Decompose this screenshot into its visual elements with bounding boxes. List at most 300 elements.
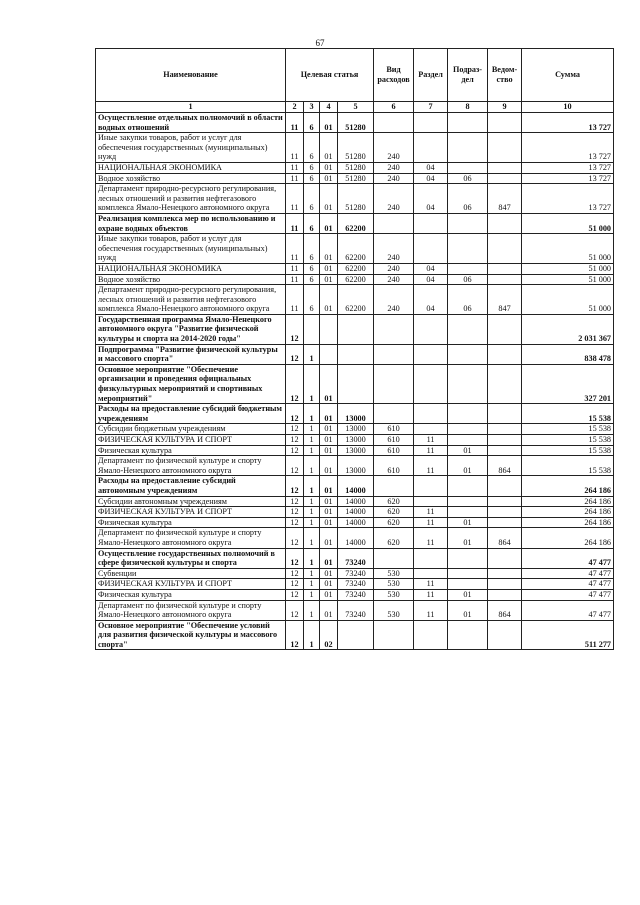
section — [414, 476, 448, 496]
table-row — [96, 113, 614, 133]
expense-type — [374, 344, 414, 364]
target-code-1: 12 — [286, 620, 304, 650]
table-row — [96, 568, 614, 579]
expense-type: 610 — [374, 435, 414, 446]
section — [414, 113, 448, 133]
target-code-3: 01 — [320, 568, 338, 579]
target-code-1: 12 — [286, 496, 304, 507]
subsection — [448, 579, 488, 590]
section — [414, 314, 448, 344]
section — [414, 213, 448, 233]
section: 11 — [414, 600, 448, 620]
row-name: Осуществление отдельных полномочий в области водных отношений — [96, 113, 286, 133]
row-name: ФИЗИЧЕСКАЯ КУЛЬТУРА И СПОРТ — [96, 507, 286, 518]
target-code-1: 11 — [286, 173, 304, 184]
row-sum: 13 727 — [522, 113, 614, 133]
column-number: 1 — [96, 102, 286, 113]
target-code-4 — [338, 344, 374, 364]
expense-type: 620 — [374, 507, 414, 518]
subsection — [448, 344, 488, 364]
table-row — [96, 476, 614, 496]
target-code-4: 13000 — [338, 456, 374, 476]
subsection: 01 — [448, 600, 488, 620]
target-code-4: 73240 — [338, 568, 374, 579]
target-code-1: 11 — [286, 234, 304, 264]
section: 11 — [414, 517, 448, 528]
table-row — [96, 589, 614, 600]
department — [488, 589, 522, 600]
row-name: ФИЗИЧЕСКАЯ КУЛЬТУРА И СПОРТ — [96, 435, 286, 446]
row-name: Субсидии автономным учреждениям — [96, 496, 286, 507]
row-sum: 51 000 — [522, 285, 614, 315]
target-code-1: 11 — [286, 184, 304, 214]
column-number: 6 — [374, 102, 414, 113]
row-sum: 13 727 — [522, 162, 614, 173]
table-row — [96, 173, 614, 184]
target-code-1: 11 — [286, 263, 304, 274]
target-code-3: 01 — [320, 133, 338, 163]
row-sum: 13 727 — [522, 133, 614, 163]
target-code-2 — [304, 314, 320, 344]
table-row — [96, 620, 614, 650]
subsection: 06 — [448, 285, 488, 315]
target-code-4: 62200 — [338, 274, 374, 285]
department: 864 — [488, 600, 522, 620]
target-code-1: 12 — [286, 314, 304, 344]
row-name: Основное мероприятие "Обеспечение организации и проведения официальных физкультурных мероприятий и спортивных мероприятий" — [96, 364, 286, 403]
column-number: 5 — [338, 102, 374, 113]
target-code-3: 01 — [320, 548, 338, 568]
target-code-3: 01 — [320, 404, 338, 424]
table-row — [96, 234, 614, 264]
expense-type: 530 — [374, 589, 414, 600]
column-number: 8 — [448, 102, 488, 113]
row-sum: 264 186 — [522, 507, 614, 518]
expense-type: 620 — [374, 517, 414, 528]
section — [414, 496, 448, 507]
target-code-1: 12 — [286, 548, 304, 568]
row-name: Департамент по физической культуре и спорту Ямало-Ненецкого автономного округа — [96, 600, 286, 620]
target-code-4 — [338, 314, 374, 344]
subsection — [448, 496, 488, 507]
section: 04 — [414, 162, 448, 173]
expense-type: 240 — [374, 184, 414, 214]
column-number: 7 — [414, 102, 448, 113]
row-sum: 2 031 367 — [522, 314, 614, 344]
table-row — [96, 528, 614, 548]
target-code-2: 6 — [304, 173, 320, 184]
row-name: Субсидии бюджетным учреждениям — [96, 424, 286, 435]
section — [414, 404, 448, 424]
target-code-2: 1 — [304, 600, 320, 620]
department — [488, 213, 522, 233]
target-code-1: 11 — [286, 274, 304, 285]
target-code-1: 12 — [286, 445, 304, 456]
expense-type — [374, 364, 414, 403]
row-sum: 51 000 — [522, 213, 614, 233]
expense-type — [374, 113, 414, 133]
expense-type: 240 — [374, 274, 414, 285]
target-code-1: 12 — [286, 507, 304, 518]
header-subsection: Подраз-дел — [448, 49, 488, 102]
table-row — [96, 274, 614, 285]
expense-type — [374, 404, 414, 424]
target-code-2: 1 — [304, 568, 320, 579]
target-code-2: 1 — [304, 496, 320, 507]
department — [488, 476, 522, 496]
subsection — [448, 213, 488, 233]
target-code-1: 12 — [286, 435, 304, 446]
target-code-3 — [320, 344, 338, 364]
department: 864 — [488, 528, 522, 548]
section: 11 — [414, 528, 448, 548]
target-code-2: 6 — [304, 274, 320, 285]
subsection — [448, 620, 488, 650]
subsection — [448, 234, 488, 264]
row-sum: 13 727 — [522, 173, 614, 184]
section: 04 — [414, 173, 448, 184]
target-code-3: 01 — [320, 445, 338, 456]
target-code-3: 01 — [320, 600, 338, 620]
table-body — [96, 113, 614, 650]
column-number: 3 — [304, 102, 320, 113]
target-code-4: 73240 — [338, 589, 374, 600]
row-name: Субвенции — [96, 568, 286, 579]
target-code-4 — [338, 364, 374, 403]
row-name: Реализация комплекса мер по использованию и охране водных объектов — [96, 213, 286, 233]
row-name: Расходы на предоставление субсидий бюджетным учреждениям — [96, 404, 286, 424]
header-department: Ведом-ство — [488, 49, 522, 102]
subsection: 01 — [448, 445, 488, 456]
target-code-4: 14000 — [338, 496, 374, 507]
department — [488, 445, 522, 456]
table-row — [96, 424, 614, 435]
table-row — [96, 404, 614, 424]
department — [488, 548, 522, 568]
row-name: Расходы на предоставление субсидий автономным учреждениям — [96, 476, 286, 496]
table-row — [96, 184, 614, 214]
section: 04 — [414, 184, 448, 214]
row-name: Водное хозяйство — [96, 274, 286, 285]
target-code-3: 01 — [320, 517, 338, 528]
column-number: 10 — [522, 102, 614, 113]
target-code-4: 51280 — [338, 162, 374, 173]
budget-table — [95, 48, 614, 650]
table-row — [96, 600, 614, 620]
expense-type: 620 — [374, 496, 414, 507]
row-sum: 264 186 — [522, 496, 614, 507]
target-code-2: 6 — [304, 213, 320, 233]
section: 04 — [414, 274, 448, 285]
subsection — [448, 314, 488, 344]
target-code-3: 01 — [320, 364, 338, 403]
target-code-2: 1 — [304, 344, 320, 364]
target-code-3: 01 — [320, 184, 338, 214]
expense-type: 240 — [374, 263, 414, 274]
subsection — [448, 162, 488, 173]
row-sum: 51 000 — [522, 263, 614, 274]
table-row — [96, 579, 614, 590]
target-code-1: 12 — [286, 600, 304, 620]
target-code-4: 73240 — [338, 579, 374, 590]
table-row — [96, 285, 614, 315]
section — [414, 364, 448, 403]
target-code-3: 02 — [320, 620, 338, 650]
row-sum: 51 000 — [522, 234, 614, 264]
row-sum: 15 538 — [522, 404, 614, 424]
expense-type — [374, 314, 414, 344]
row-name: Основное мероприятие "Обеспечение условий для развития физической культуры и массового спорта" — [96, 620, 286, 650]
target-code-2: 1 — [304, 548, 320, 568]
section — [414, 568, 448, 579]
column-number: 2 — [286, 102, 304, 113]
row-sum: 15 538 — [522, 435, 614, 446]
target-code-3: 01 — [320, 424, 338, 435]
expense-type: 240 — [374, 162, 414, 173]
row-name: Государственная программа Ямало-Ненецкого автономного округа "Развитие физической культуры и спорта на 2014-2020 годы" — [96, 314, 286, 344]
section: 11 — [414, 456, 448, 476]
target-code-1: 12 — [286, 344, 304, 364]
target-code-4: 14000 — [338, 507, 374, 518]
section: 11 — [414, 445, 448, 456]
table-row — [96, 548, 614, 568]
target-code-4: 51280 — [338, 184, 374, 214]
department: 847 — [488, 285, 522, 315]
department — [488, 507, 522, 518]
department — [488, 173, 522, 184]
department — [488, 263, 522, 274]
table-row — [96, 162, 614, 173]
row-name: Водное хозяйство — [96, 173, 286, 184]
department — [488, 435, 522, 446]
expense-type: 530 — [374, 600, 414, 620]
page-number: 67 — [315, 38, 325, 48]
target-code-2: 1 — [304, 445, 320, 456]
target-code-2: 6 — [304, 113, 320, 133]
subsection: 01 — [448, 456, 488, 476]
row-sum: 47 477 — [522, 548, 614, 568]
department — [488, 568, 522, 579]
expense-type: 240 — [374, 285, 414, 315]
target-code-3: 01 — [320, 435, 338, 446]
row-name: Осуществление государственных полномочий в сфере физической культуры и спорта — [96, 548, 286, 568]
target-code-2: 1 — [304, 579, 320, 590]
target-code-1: 12 — [286, 589, 304, 600]
target-code-2: 1 — [304, 424, 320, 435]
target-code-4 — [338, 620, 374, 650]
target-code-2: 1 — [304, 517, 320, 528]
target-code-3: 01 — [320, 285, 338, 315]
section — [414, 234, 448, 264]
department — [488, 496, 522, 507]
target-code-4: 13000 — [338, 404, 374, 424]
table-row — [96, 456, 614, 476]
row-sum: 264 186 — [522, 476, 614, 496]
department — [488, 113, 522, 133]
target-code-1: 12 — [286, 424, 304, 435]
subsection — [448, 476, 488, 496]
target-code-1: 12 — [286, 404, 304, 424]
section: 04 — [414, 285, 448, 315]
target-code-2: 1 — [304, 476, 320, 496]
target-code-1: 12 — [286, 528, 304, 548]
target-code-3: 01 — [320, 274, 338, 285]
subsection — [448, 507, 488, 518]
section: 11 — [414, 579, 448, 590]
expense-type: 240 — [374, 234, 414, 264]
target-code-4: 13000 — [338, 445, 374, 456]
department — [488, 424, 522, 435]
target-code-3: 01 — [320, 579, 338, 590]
target-code-1: 11 — [286, 213, 304, 233]
subsection — [448, 404, 488, 424]
target-code-1: 12 — [286, 517, 304, 528]
target-code-4: 13000 — [338, 424, 374, 435]
row-sum: 13 727 — [522, 184, 614, 214]
target-code-2: 6 — [304, 285, 320, 315]
target-code-3: 01 — [320, 589, 338, 600]
expense-type: 240 — [374, 173, 414, 184]
target-code-3: 01 — [320, 213, 338, 233]
department — [488, 274, 522, 285]
table-row — [96, 445, 614, 456]
target-code-1: 11 — [286, 113, 304, 133]
table-header-row — [96, 49, 614, 102]
table-row — [96, 517, 614, 528]
target-code-4: 51280 — [338, 173, 374, 184]
section: 04 — [414, 263, 448, 274]
target-code-2: 6 — [304, 263, 320, 274]
table-row — [96, 213, 614, 233]
department — [488, 314, 522, 344]
row-sum: 51 000 — [522, 274, 614, 285]
target-code-3: 01 — [320, 113, 338, 133]
section — [414, 424, 448, 435]
department — [488, 517, 522, 528]
target-code-4: 14000 — [338, 517, 374, 528]
row-sum: 264 186 — [522, 528, 614, 548]
section: 11 — [414, 435, 448, 446]
expense-type: 530 — [374, 579, 414, 590]
expense-type — [374, 620, 414, 650]
row-sum: 511 277 — [522, 620, 614, 650]
target-code-4: 73240 — [338, 600, 374, 620]
target-code-2: 1 — [304, 507, 320, 518]
target-code-4: 62200 — [338, 213, 374, 233]
target-code-3: 01 — [320, 456, 338, 476]
header-section: Раздел — [414, 49, 448, 102]
row-sum: 327 201 — [522, 364, 614, 403]
row-name: ФИЗИЧЕСКАЯ КУЛЬТУРА И СПОРТ — [96, 579, 286, 590]
target-code-4: 14000 — [338, 476, 374, 496]
row-sum: 15 538 — [522, 445, 614, 456]
table-row — [96, 507, 614, 518]
target-code-2: 1 — [304, 589, 320, 600]
subsection — [448, 435, 488, 446]
table-row — [96, 496, 614, 507]
target-code-4: 13000 — [338, 435, 374, 446]
department — [488, 344, 522, 364]
target-code-2: 1 — [304, 528, 320, 548]
row-name: Физическая культура — [96, 445, 286, 456]
department — [488, 162, 522, 173]
subsection — [448, 364, 488, 403]
table-row — [96, 364, 614, 403]
department — [488, 133, 522, 163]
row-sum: 15 538 — [522, 456, 614, 476]
target-code-2: 6 — [304, 234, 320, 264]
row-sum: 47 477 — [522, 589, 614, 600]
subsection — [448, 548, 488, 568]
target-code-4: 14000 — [338, 528, 374, 548]
row-sum: 15 538 — [522, 424, 614, 435]
column-number: 9 — [488, 102, 522, 113]
header-sum: Сумма — [522, 49, 614, 102]
row-name: НАЦИОНАЛЬНАЯ ЭКОНОМИКА — [96, 263, 286, 274]
header-expense-type: Вид расходов — [374, 49, 414, 102]
expense-type: 240 — [374, 133, 414, 163]
target-code-2: 1 — [304, 456, 320, 476]
subsection: 06 — [448, 184, 488, 214]
target-code-3: 01 — [320, 162, 338, 173]
subsection — [448, 568, 488, 579]
section — [414, 548, 448, 568]
row-name: Иные закупки товаров, работ и услуг для обеспечения государственных (муниципальных) нужд — [96, 133, 286, 163]
target-code-3: 01 — [320, 496, 338, 507]
row-name: Иные закупки товаров, работ и услуг для обеспечения государственных (муниципальных) нужд — [96, 234, 286, 264]
target-code-2: 6 — [304, 162, 320, 173]
target-code-1: 12 — [286, 568, 304, 579]
subsection — [448, 133, 488, 163]
department — [488, 579, 522, 590]
target-code-1: 12 — [286, 476, 304, 496]
header-target: Целевая статья — [286, 49, 374, 102]
row-name: Физическая культура — [96, 517, 286, 528]
table-row — [96, 344, 614, 364]
header-name: Наименование — [96, 49, 286, 102]
section — [414, 133, 448, 163]
department: 847 — [488, 184, 522, 214]
row-name: Подпрограмма "Развитие физической культуры и массового спорта" — [96, 344, 286, 364]
target-code-2: 1 — [304, 364, 320, 403]
row-name: Департамент природно-ресурсного регулирования, лесных отношений и развития нефтегазового комплекса Ямало-Ненецкого автономного округа — [96, 184, 286, 214]
column-number: 4 — [320, 102, 338, 113]
department — [488, 404, 522, 424]
row-name: Физическая культура — [96, 589, 286, 600]
expense-type — [374, 548, 414, 568]
target-code-4: 51280 — [338, 133, 374, 163]
section: 11 — [414, 589, 448, 600]
department — [488, 364, 522, 403]
target-code-1: 12 — [286, 456, 304, 476]
expense-type: 610 — [374, 456, 414, 476]
expense-type: 610 — [374, 424, 414, 435]
target-code-3: 01 — [320, 234, 338, 264]
row-name: Департамент по физической культуре и спорту Ямало-Ненецкого автономного округа — [96, 456, 286, 476]
target-code-3: 01 — [320, 476, 338, 496]
row-sum: 47 477 — [522, 579, 614, 590]
subsection: 01 — [448, 517, 488, 528]
subsection — [448, 113, 488, 133]
target-code-1: 11 — [286, 162, 304, 173]
row-sum: 838 478 — [522, 344, 614, 364]
expense-type: 620 — [374, 528, 414, 548]
target-code-3: 01 — [320, 263, 338, 274]
row-name: Департамент по физической культуре и спорту Ямало-Ненецкого автономного округа — [96, 528, 286, 548]
expense-type — [374, 476, 414, 496]
table-row — [96, 133, 614, 163]
department — [488, 234, 522, 264]
